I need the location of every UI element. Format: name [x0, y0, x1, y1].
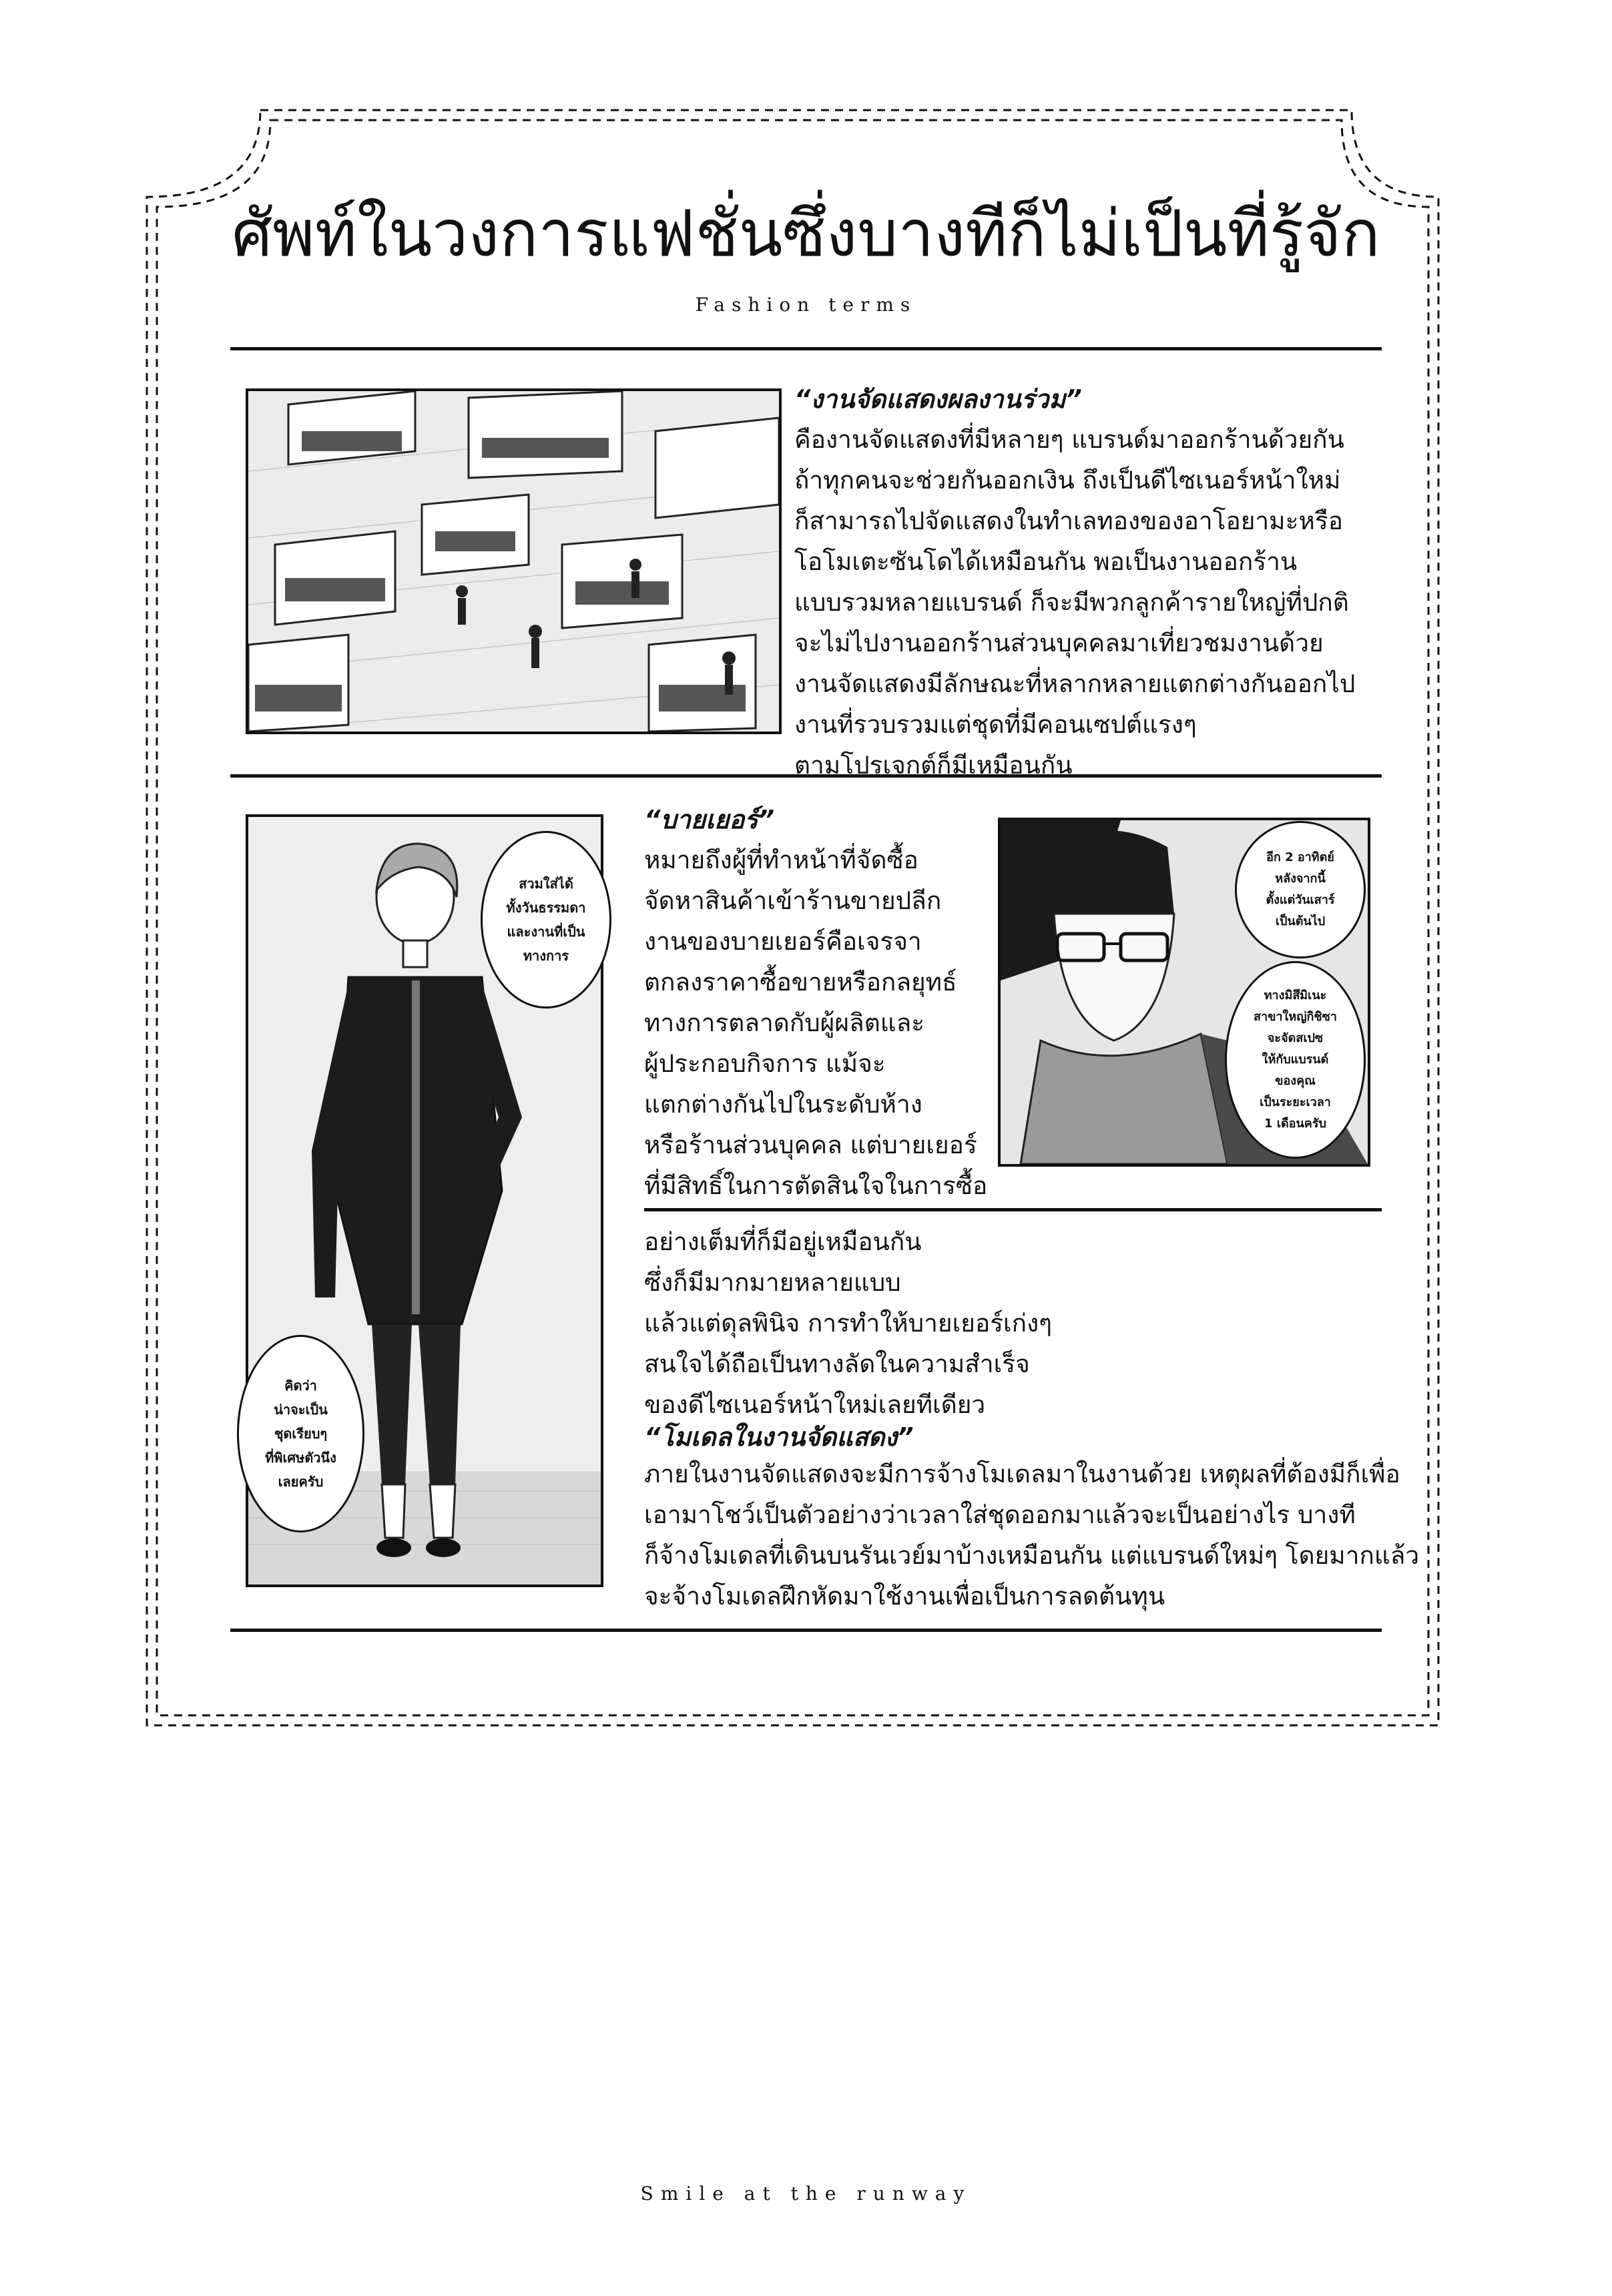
text-line: หรือร้านส่วนบุคคล แต่บายเยอร์	[644, 1131, 977, 1159]
bubble-line: จะจัดสเปซ	[1267, 1031, 1324, 1045]
bubble-line: น่าจะเป็น	[274, 1402, 328, 1418]
text-line: อย่างเต็มที่ก็มีอยู่เหมือนกัน	[644, 1227, 922, 1256]
bubble-line: สวมใส่ได้	[519, 876, 573, 892]
page-footer: Smile at the runway	[640, 2183, 972, 2205]
text-line: งานที่รวบรวมแต่ชุดที่มีคอนเซปต์แรงๆ	[794, 710, 1197, 739]
bubble-line: หลังจากนี้	[1275, 872, 1326, 886]
text-line: ผู้ประกอบกิจการ แม้จะ	[644, 1049, 886, 1078]
page-subtitle: Fashion terms	[695, 294, 917, 316]
bubble-line: ให้กับแบรนด์	[1262, 1053, 1329, 1067]
bubble-line: เป็นระยะเวลา	[1260, 1095, 1331, 1109]
text-line: จะไม่ไปงานออกร้านส่วนบุคคลมาเที่ยวชมงานด้วย	[794, 629, 1324, 657]
text-line: ภายในงานจัดแสดงจะมีการจ้างโมเดลมาในงานด้วย เหตุผลที่ต้องมีก็เพื่อ	[644, 1460, 1400, 1488]
speech-bubble-buyer-top	[1235, 821, 1366, 958]
text-line: เอามาโชว์เป็นตัวอย่างว่าเวลาใส่ชุดออกมาแล้วจะเป็นอย่างไร บางที	[644, 1500, 1356, 1529]
section-heading-joint-exhibition: “งานจัดแสดงผลงานร่วม”	[794, 384, 1082, 414]
text-line: ที่มีสิทธิ์ในการตัดสินใจในการซื้อ	[644, 1171, 988, 1200]
bubble-line: ตั้งแต่วันเสาร์	[1266, 893, 1335, 907]
section-body-joint-exhibition	[794, 419, 1355, 786]
bubble-line: เลยครับ	[278, 1474, 324, 1490]
speech-bubble-model-bottom	[237, 1335, 364, 1532]
text-line: หมายถึงผู้ที่ทำหน้าที่จัดซื้อ	[644, 846, 918, 874]
bubble-line: 1 เดือนครับ	[1264, 1117, 1326, 1131]
section-heading-show-model: “โมเดลในงานจัดแสดง”	[644, 1422, 914, 1452]
text-line: จัดหาสินค้าเข้าร้านขายปลีก	[644, 886, 942, 915]
bubble-line: สาขาใหญ่กิชิซา	[1254, 1010, 1337, 1024]
bubble-line: และงานที่เป็น	[507, 924, 585, 940]
text-line: คืองานจัดแสดงที่มีหลายๆ แบรนด์มาออกร้านด้วยกัน	[794, 425, 1344, 454]
text-line: ตกลงราคาซื้อขายหรือกลยุทธ์	[644, 968, 957, 996]
text-line: แล้วแต่ดุลพินิจ การทำให้บายเยอร์เก่งๆ	[644, 1309, 1053, 1338]
bubble-line: ทั้งวันธรรมดา	[506, 900, 586, 916]
section-heading-buyer: “บายเยอร์”	[644, 805, 775, 834]
text-line: ถ้าทุกคนจะช่วยกันออกเงิน ถึงเป็นดีไซเนอร์หน้าใหม่	[794, 466, 1341, 495]
section-body-show-model	[644, 1454, 1419, 1617]
bubble-line: เป็นต้นไป	[1275, 914, 1326, 928]
page-title: ศัพท์ในวงการแฟชั่นซึ่งบางทีก็ไม่เป็นที่รู้จัก	[232, 196, 1380, 271]
divider-bottom	[230, 1629, 1382, 1632]
text-line: โอโมเตะซันโดได้เหมือนกัน พอเป็นงานออกร้าน	[794, 547, 1298, 576]
bubble-line: คิดว่า	[284, 1378, 317, 1394]
bubble-line: ชุดเรียบๆ	[274, 1426, 328, 1442]
exhibition-hall-illustration	[246, 388, 782, 734]
text-line: ก็สามารถไปจัดแสดงในทำเลทองของอาโอยามะหรือ	[794, 507, 1343, 535]
divider-top	[230, 347, 1382, 350]
text-line: สนใจได้ถือเป็นทางลัดในความสำเร็จ	[644, 1350, 1030, 1378]
speech-bubble-model-top	[481, 831, 611, 1009]
bubble-line: ทางมิสึมิเนะ	[1264, 988, 1327, 1002]
text-line: จะจ้างโมเดลฝึกหัดมาใช้งานเพื่อเป็นการลดต้นทุน	[644, 1582, 1165, 1611]
text-line: ซึ่งก็มีมากมายหลายแบบ	[644, 1268, 901, 1297]
text-line: ตามโปรเจกต์ก็มีเหมือนกัน	[794, 751, 1073, 780]
text-line: แบบรวมหลายแบรนด์ ก็จะมีพวกลูกค้ารายใหญ่ที่ปกติ	[794, 588, 1349, 617]
text-line: แตกต่างกันไปในระดับห้าง	[644, 1090, 922, 1119]
text-line: ทางการตลาดกับผู้ผลิตและ	[644, 1009, 925, 1037]
text-line: งานของบายเยอร์คือเจรจา	[644, 927, 922, 956]
text-line: ของดีไซเนอร์หน้าใหม่เลยทีเดียว	[644, 1390, 986, 1419]
divider-buyer-continued	[644, 1208, 1382, 1211]
text-line: ก็จ้างโมเดลที่เดินบนรันเวย์มาบ้างเหมือนกัน แต่แบรนด์ใหม่ๆ โดยมากแล้ว	[644, 1541, 1420, 1570]
bubble-line: อีก 2 อาทิตย์	[1266, 850, 1334, 864]
bubble-line: ที่พิเศษตัวนึง	[265, 1450, 336, 1466]
speech-bubble-buyer-bottom	[1225, 961, 1366, 1159]
bubble-line: ทางการ	[523, 948, 569, 964]
text-line: งานจัดแสดงมีลักษณะที่หลากหลายแตกต่างกันออกไป	[794, 669, 1356, 698]
section-body-buyer	[644, 840, 987, 1206]
bubble-line: ของคุณ	[1275, 1074, 1316, 1088]
section-body-buyer-continued	[644, 1221, 1052, 1425]
